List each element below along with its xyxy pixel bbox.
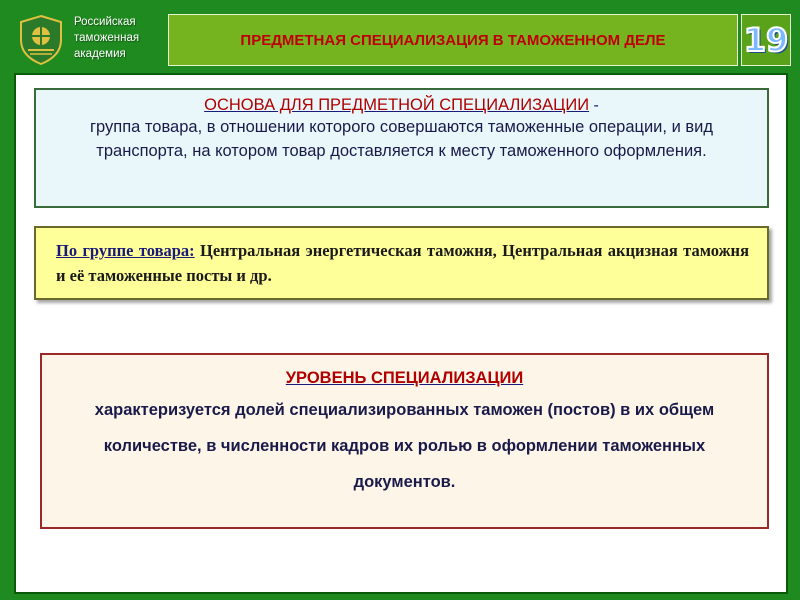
org-line: Российская — [74, 16, 136, 28]
specialization-level-heading: УРОВЕНЬ СПЕЦИАЛИЗАЦИИ — [285, 369, 524, 387]
specialization-level-box — [40, 353, 769, 529]
product-group-text: Центральная энергетическая таможня, Центральная акцизная таможня и её таможенные посты и др. — [56, 241, 749, 285]
slide-number: 19 — [743, 21, 789, 59]
title-bar — [168, 14, 738, 66]
specialization-level-text: характеризуется долей специализированных таможен (постов) в их общем количестве, в численности кадров их ролью в оформлении таможенных документов. — [94, 401, 715, 491]
basis-heading: ОСНОВА ДЛЯ ПРЕДМЕТНОЙ СПЕЦИАЛИЗАЦИИ — [204, 96, 590, 114]
org-line: академия — [74, 48, 126, 60]
basis-text: группа товара, в отношении которого совершаются таможенные операции, и вид транспорта, на котором товар доставляется к месту таможенного оформления. — [90, 118, 713, 160]
content-panel — [14, 73, 788, 594]
basis-box — [34, 88, 769, 208]
product-group-label: По группе товара: — [56, 241, 195, 260]
product-group-box — [34, 226, 769, 300]
slide-number-badge — [741, 14, 791, 66]
org-line: таможенная — [74, 32, 140, 44]
basis-dash: - — [593, 97, 599, 114]
page-title: ПРЕДМЕТНАЯ СПЕЦИАЛИЗАЦИЯ В ТАМОЖЕННОМ ДЕЛЕ — [240, 31, 666, 49]
organization-name — [74, 14, 166, 62]
customs-academy-emblem-icon — [18, 14, 64, 66]
